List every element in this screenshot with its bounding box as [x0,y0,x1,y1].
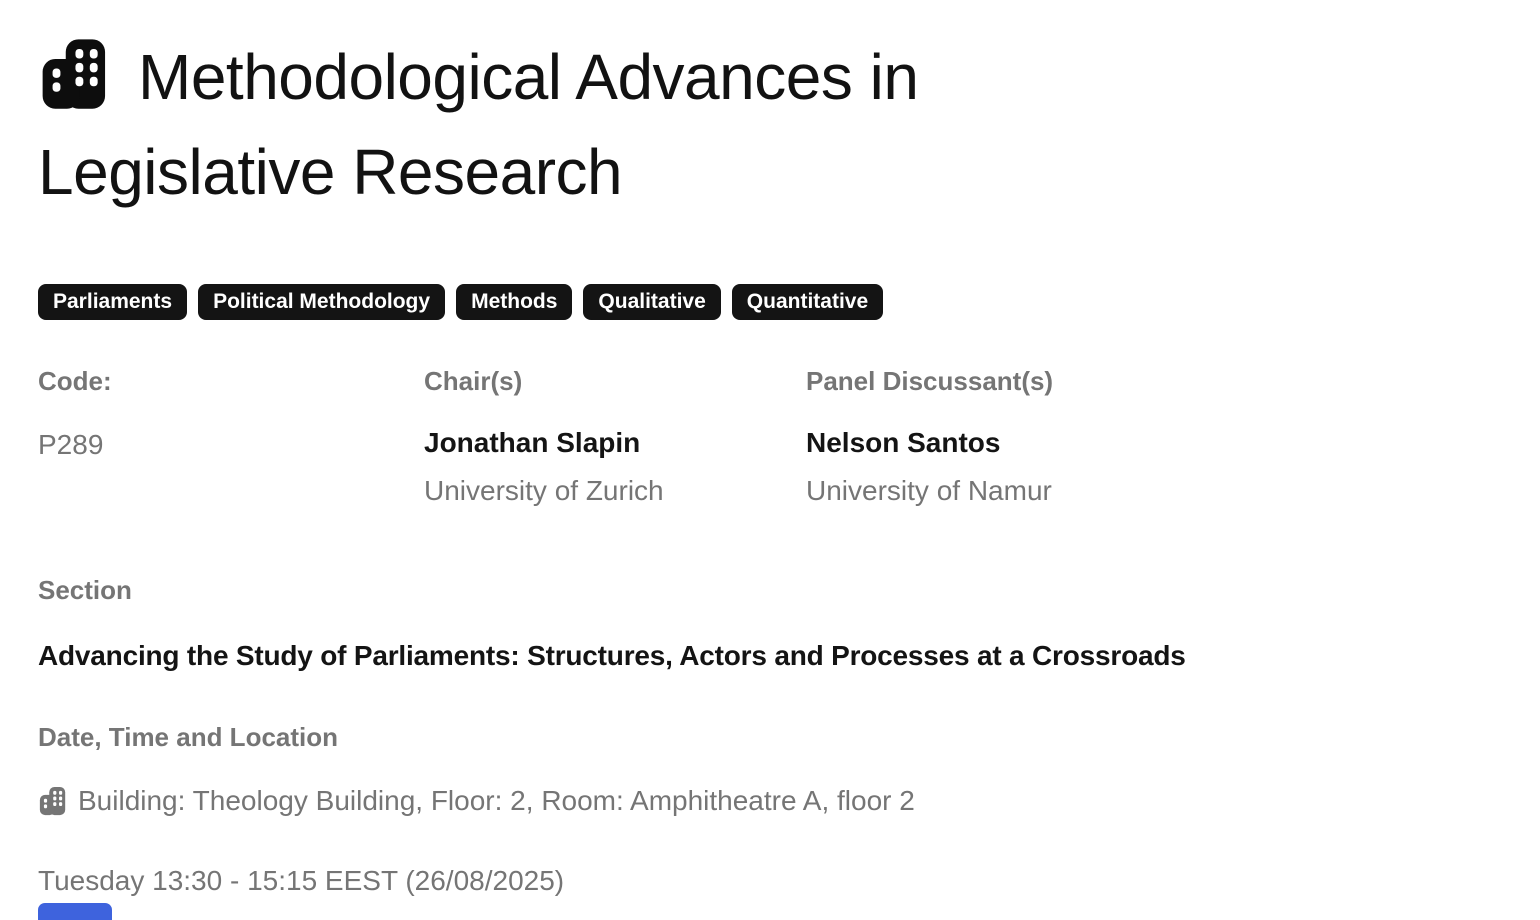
location-row [38,785,1480,817]
tag-parliaments[interactable]: Parliaments [38,284,187,320]
buildings-icon [38,37,112,111]
schedule-label: Date, Time and Location [38,722,339,753]
section-title: Advancing the Study of Parliaments: Structures, Actors and Processes at a Crossroads [38,640,1186,672]
tag-political-methodology[interactable]: Political Methodology [198,284,445,320]
chairs-label: Chair(s) [424,366,523,397]
page-title [38,30,1198,220]
discussants-column [806,366,1480,507]
code-label: Code: [38,366,112,397]
partial-blue-button[interactable] [38,903,112,920]
discussants-label: Panel Discussant(s) [806,366,1054,397]
location-text: Building: Theology Building, Floor: 2, Room: Amphitheatre A, floor 2 [78,785,915,817]
tag-qualitative[interactable]: Qualitative [583,284,720,320]
discussant-name[interactable]: Nelson Santos [806,427,1001,459]
chair-affiliation: University of Zurich [424,475,664,507]
tag-quantitative[interactable]: Quantitative [732,284,883,320]
datetime-text: Tuesday 13:30 - 15:15 EEST (26/08/2025) [38,865,565,897]
buildings-icon [38,786,68,816]
discussant-affiliation: University of Namur [806,475,1052,507]
details-grid [38,366,1480,507]
page-title-text: Methodological Advances in Legislative Research [38,41,919,208]
chair-name[interactable]: Jonathan Slapin [424,427,641,459]
tag-methods[interactable]: Methods [456,284,572,320]
section-label: Section [38,575,132,606]
chairs-column [424,366,806,507]
code-column [38,366,424,507]
tag-list [38,284,1480,320]
code-value: P289 [38,429,104,461]
